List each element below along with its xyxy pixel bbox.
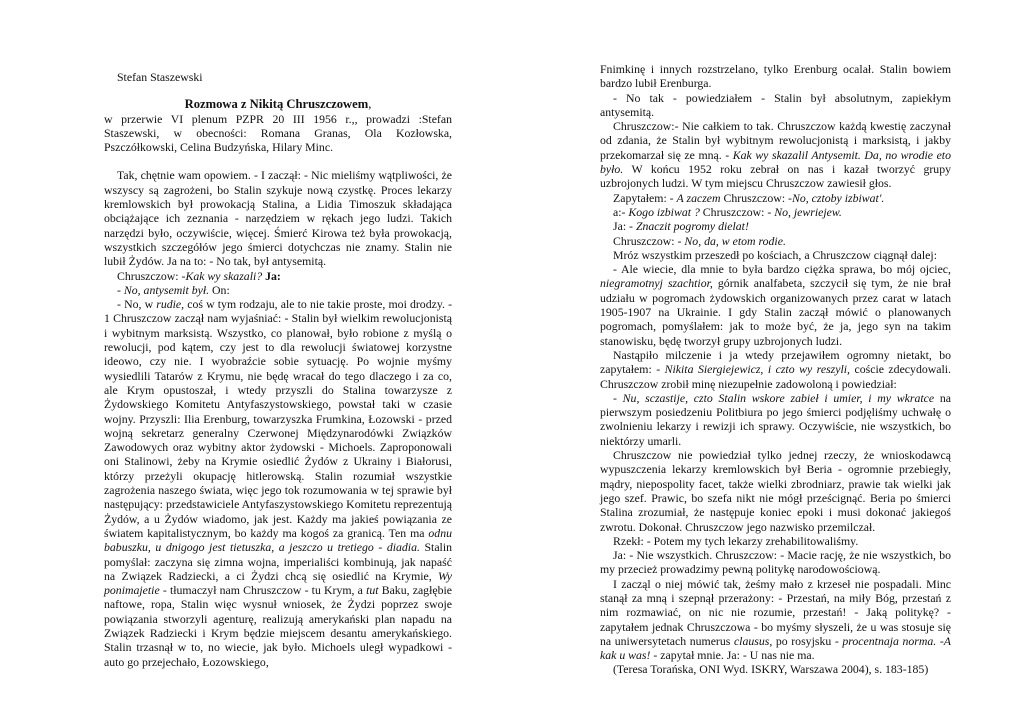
italic-phrase: No, antysemit był.: [123, 282, 210, 297]
right-paragraph-4: Zapytałem: - A zaczem Chruszczow: -No, cztoby izbiwat'.: [613, 190, 885, 205]
italic-phrase: procentnaja norma. -A kak u was!: [600, 633, 951, 663]
bold-phrase: Ja:: [265, 268, 281, 283]
italic-phrase: clausus,: [733, 633, 773, 648]
right-paragraph-9: - Ale wiecie, dla mnie to była bardzo ciężka sprawa, bo mój ojciec, niegramotnyj szachtior, górnik analfabeta, szczycił się tym, że nie brał udziału w pogromach żydowskich organizowanych przez carat w latach 1905-1907 na Ukrainie. I gdy Stalin zaczął mówić o planowanych pogromach, pomyślałem: jak to może być, że ja, jego syn na takim stanowisku, będę tworzył grupy uzbrojonych ludzi.: [600, 262, 951, 348]
right-paragraph-5: a:- Kogo izbiwat ? Chruszczow: - No, jewriejew.: [613, 204, 842, 219]
right-paragraph-7: Chruszczow: - No, da, w etom rodie.: [613, 233, 786, 248]
right-column: [600, 62, 951, 677]
italic-phrase: rudie,: [156, 297, 185, 312]
right-paragraph-13: Rzekł: - Potem my tych lekarzy zrehabilitowaliśmy.: [613, 533, 859, 548]
right-column-body: [600, 62, 951, 662]
author-name: Stefan Staszewski: [117, 70, 203, 84]
italic-phrase: Kak wy skazalil Antysemit. Da, no wrodie eto było.: [600, 147, 951, 177]
left-paragraph-2: Tak, chętnie wam opowiem. - I zaczął: - Nic mieliśmy wątpliwości, że wszyscy są zagrożeni, bo Stalin szykuje nową czystkę. Proces lekarzy kremlowskich był prowokacją Stalina, a Lidia Timoszuk składająca obciążające ich zeznania - narzędziem w rękach jego ludzi. Takich narzędzi było, oczywiście, więcej. Śmierć Kirowa też była prowokacją, wszystkich szczegółów jego śmierci dotychczas nie znamy. Stalin nie lubił Żydów. Ja na to: - No tak, był antysemitą.: [104, 168, 452, 269]
right-paragraph-14: Ja: - Nie wszystkich. Chruszczow: - Macie rację, że nie wszystkich, bo my przecież prowadzimy pewną politykę narodowościową.: [600, 548, 951, 577]
italic-phrase: Nikita Siergiejewicz, i czto wy reszyli,: [664, 362, 850, 377]
left-column: [104, 62, 452, 669]
italic-phrase: odnu babuszku, u dnigogo jest tietuszka, a jeszczo u tretiego - diadia.: [104, 525, 452, 555]
italic-phrase: No, jewriejew.: [774, 204, 842, 219]
right-paragraph-8: Mróz wszystkim przeszedł po kościach, a Chruszczow ciągnął dalej:: [613, 247, 937, 262]
right-paragraph-12: Chruszczow nie powiedział tylko jednej rzeczy, że wnioskodawcą wypuszczenia lekarzy kremlowskich był Beria - ogromnie przebiegły, mądry, niepospolity facet, także wielki zbrodniarz, prawie tak wielki jak jego szef. Prawic, bo szefa nikt nie mógł prześcignąć. Beria po śmierci Stalina zrozumiał, że następuje koniec epoki i musi dokonać jakiegoś zwrotu. Dokonał. Chruszczow jego nazwisko przemilczał.: [600, 448, 951, 534]
italic-phrase: A zaczem: [676, 190, 721, 205]
italic-phrase: Kogo izbiwat ?: [628, 204, 700, 219]
left-paragraph-1: w przerwie VI plenum PZPR 20 III 1956 r.,, prowadzi :Stefan Staszewski, w obecności: Romana Granas, Ola Kozłowska, Pszczółkowski, Celina Budzyńska, Hilary Minc.: [104, 111, 452, 155]
right-paragraph-10: Nastąpiło milczenie i ja wtedy przejawiłem ogromny nietakt, bo zapytałem: - Nikita Siergiejewicz, i czto wy reszyli, coście zdecydowali. Chruszczow zrobił minę niezupełnie zadowoloną i powiedział:: [600, 347, 951, 391]
italic-phrase: Znaczit pogromy dielat!: [635, 219, 749, 234]
italic-phrase: No, cztoby izbiwat'.: [791, 190, 885, 205]
italic-phrase: Kak wy skazali?: [185, 268, 263, 283]
italic-phrase: No, da, w etom rodie.: [684, 233, 786, 248]
italic-phrase: tut: [366, 583, 379, 598]
title-comma: ,: [368, 97, 372, 112]
right-paragraph-11: - Nu, sczastije, czto Stalin wskore zabieł i umier, i my wkratce na pierwszym posiedzeniu Politbiura po jego śmierci podjęliśmy uchwałę o zwolnieniu lekarzy i rewizji ich sprawy. Oczywiście, nie wszystkich, bo niektórzy umarli.: [600, 390, 951, 448]
right-paragraph-1: Fnimkinę i innych rozstrzelano, tylko Erenburg ocalał. Stalin bowiem bardzo lubił Erenburga.: [600, 62, 951, 91]
right-paragraph-2: - No tak - powiedziałem - Stalin był absolutnym, zapiekłym antysemitą.: [600, 90, 951, 119]
source-citation: (Teresa Torańska, ONI Wyd. ISKRY, Warszawa 2004), s. 183-185): [613, 662, 929, 677]
italic-phrase: Wy ponimajetie: [104, 568, 452, 598]
right-paragraph-6: Ja: - Znaczit pogromy dielat!: [613, 219, 749, 234]
title-text: Rozmowa z Nikitą Chruszczowem: [184, 97, 369, 112]
left-column-body: [104, 112, 452, 669]
right-paragraph-15: I zacząl o niej mówić tak, żeśmy mało z krzeseł nie pospadali. Minc stanął za mną i szepnął przerażony: - Przestań, na miły Bóg, przestań z nim rozmawiać, on nic nie rozumie, przestań! - Jaką politykę? - zapytałem jednak Chruszczowa - bo myśmy słyszeli, że u was stosuje się na uniwersytetach numerus clausus, po rosyjsku - procentnaja norma. -A kak u was! - zapytał mnie. Ja: - U nas nie ma.: [600, 576, 951, 663]
left-paragraph-3: Chruszczow: -Kak wy skazali? Ja:: [117, 268, 281, 283]
left-paragraph-4: - No, antysemit był. On:: [117, 282, 230, 297]
left-paragraph-5: - No, w rudie, coś w tym rodzaju, ale to nie takie proste, moi drodzy. - 1 Chruszczow zaczął nam wyjaśniać: - Stalin był wielkim rewolucjonistą i wybitnym marksistą. Wszystko, co planował, było robione z myślą o rewolucji, pod kątem, czy jest to dla rewolucji światowej korzystne ideowo, czy nie. I wyobraźcie sobie sytuację. Po wojnie myśmy wysiedlili Tatarów z Krymu, nie będę wracał do tego dlaczego i za co, ale Krym opustoszał, i wtedy przyszli do Stalina towarzysze z Żydowskiego Komitetu Antyfaszystowskiego, powstał taki w czasie wojny. Przyszli: Ilia Erenburg, towarzyszka Frumkina, Łozowski - przed wojną sekretarz generalny Czerwonej Międzynarodówki Związków Zawodowych oraz wybitny aktor żydowski - Michoels. Zaproponowali oni Stalinowi, żeby na Krymie osiedlić Żydów z Ukrainy i Białorusi, którzy przeżyli okupację hitlerowską. Stalin rozumiał wszystkie zagrożenia naszego świata, więc jego tok rozumowania w tej sprawie był następujący: przedstawiciele Antyfaszystowskiego Komitetu reprezentują Żydów, a u Żydów wiadomo, jak jest. Każdy ma jakieś powiązania ze światem kapitalistycznym, bo każdy ma kogoś za granicą. Ten ma odnu babuszku, u dnigogo jest tietuszka, a jeszczo u tretiego - diadia. Stalin pomyślał: zaczyna się zimna wojna, imperialiści kombinują, jak napaść na Związek Radziecki, a ci Żydzi chcą się osiedlić na Krymie, Wy ponimajetie - tłumaczył nam Chruszczow - tu Krym, a tut Baku, zagłębie naftowe, ropa, Stalin więc wysnuł wniosek, że Żydzi poprzez swoje powiązania stworzyli agenturę, realizują amerykański plan napadu na Związek Radziecki i Krym będzie miejscem desantu amerykańskiego. Stalin trzasnął w to, no wiecie, jak było. Michoels uległ wypadkowi - auto go przejechało, Łozowskiego,: [104, 297, 453, 669]
italic-phrase: Nu, sczastije, czto Stalin wskore zabieł i umier, i my wkratce: [622, 390, 935, 405]
document-title: [104, 97, 452, 111]
italic-phrase: niegramotnyj szachtior,: [600, 276, 713, 291]
right-paragraph-3: Chruszczow:- Nie całkiem to tak. Chruszczow każdą kwestię zaczynał od zdania, że Stalin był wybitnym rewolucjonistą i marksistą, i jakby przekomarzał się ze mną. - Kak wy skazalil Antysemit. Da, no wrodie eto było. W końcu 1952 roku zebrał on nas i kazał tworzyć grupy uzbrojonych ludzi. W tym miejscu Chruszczow zawiesił głos.: [600, 119, 951, 191]
